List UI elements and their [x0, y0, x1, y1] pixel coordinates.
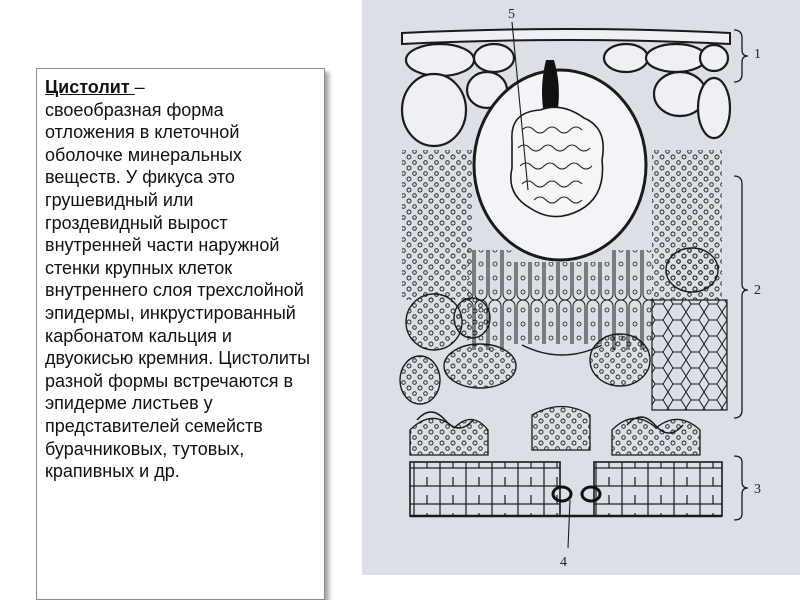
layer-brackets: [734, 30, 748, 520]
definition-callout: [36, 68, 325, 600]
term-title: Цистолит: [45, 77, 135, 97]
leaf-section-illustration: [362, 0, 800, 575]
leaf-section-drawing: [362, 0, 800, 575]
label-5: 5: [508, 7, 515, 22]
label-2: 2: [754, 283, 761, 298]
definition-body: своеобразная форма отложения в клеточной оболочке минеральных веществ. У фикуса это грушевидный или гроздевидный вырост внутренней части наружной стенки крупных клеток внутреннего слоя трехслойной эпидермы, инкрустированный карбонатом кальция и двуокисью кремния. Цистолиты разной формы встречаются в эпидерме листьев у представителей семейств бурачниковых, тутовых, крапивных и др.: [45, 99, 311, 482]
label-3: 3: [754, 482, 761, 497]
label-1: 1: [754, 47, 761, 62]
term-dash: –: [134, 77, 145, 97]
definition-text: [45, 76, 316, 483]
label-4: 4: [560, 555, 567, 570]
